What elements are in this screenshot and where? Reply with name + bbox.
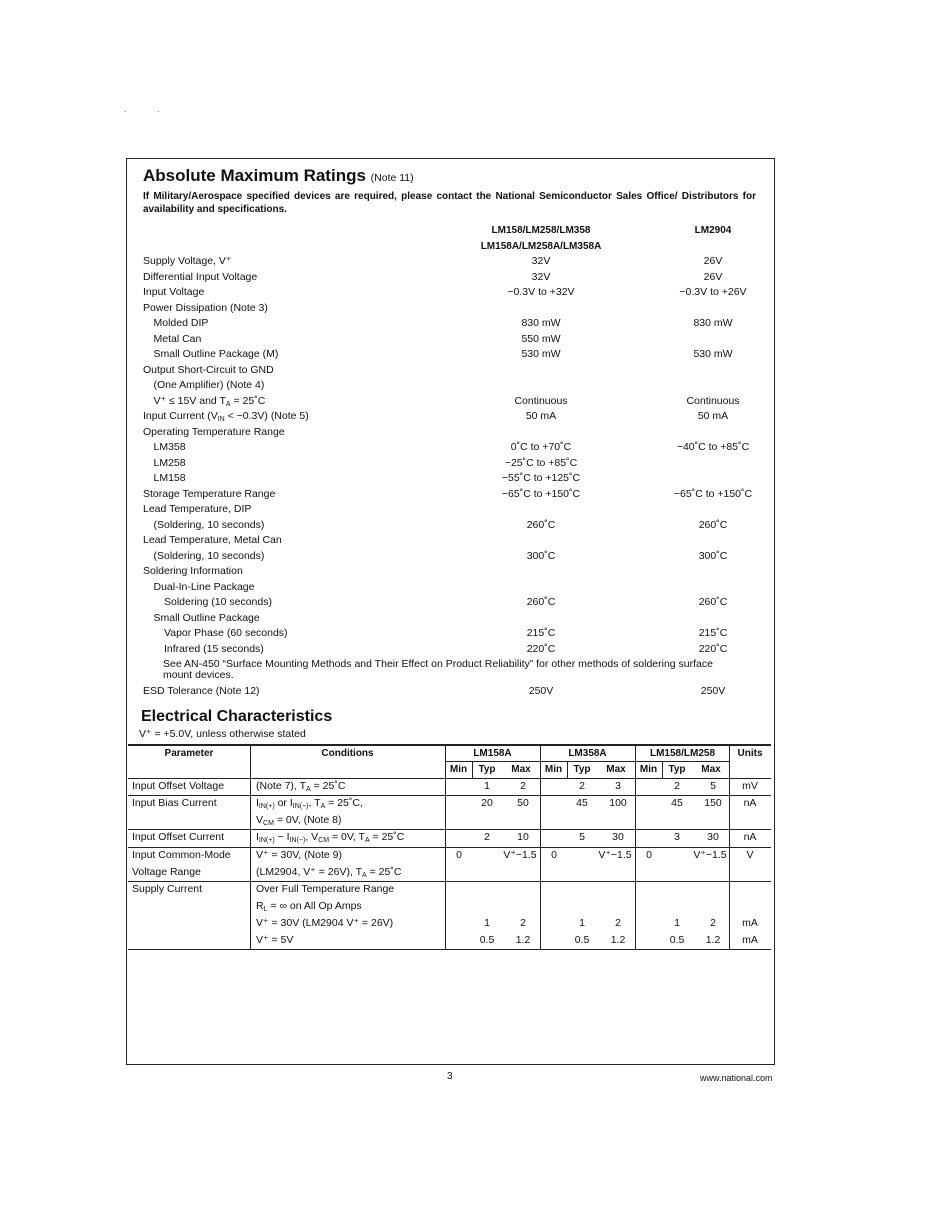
value-cell: 1 (484, 917, 490, 929)
amr-row-value-1: Continuous (514, 394, 568, 407)
amr-row-value-1: 260˚C (526, 518, 556, 531)
value-cell: V⁺−1.5 (503, 849, 537, 861)
amr-row (0, 409, 950, 425)
table-column-rule (250, 744, 251, 949)
value-cell: 1.2 (705, 934, 721, 946)
value-cell: 2 (674, 780, 680, 792)
amr-row-value-1: 32V (531, 270, 551, 283)
amr-row-label: LM158 (153, 472, 186, 484)
amr-title: Absolute Maximum Ratings (Note 11) (143, 166, 414, 185)
value-cell: 1 (674, 917, 680, 929)
amr-row-value-2: −40˚C to +85˚C (676, 441, 750, 453)
amr-row (0, 626, 950, 642)
amr-row-label: Input Voltage (143, 286, 205, 298)
amr-row-label: Metal Can (153, 332, 202, 345)
value-cell: 1 (484, 780, 490, 792)
row-units: nA (743, 831, 757, 843)
amr-row (0, 471, 950, 487)
amr-row-value-1: 530 mW (521, 348, 561, 360)
amr-row-value-1: 32V (531, 255, 551, 267)
header-group: LM358A (568, 748, 607, 759)
value-cell: 45 (671, 797, 683, 809)
amr-row (0, 394, 950, 410)
amr-row-label: Storage Temperature Range (143, 487, 276, 500)
value-cell: 100 (609, 797, 627, 809)
amr-row (0, 595, 950, 611)
amr-row (0, 363, 950, 379)
header-typ: Typ (478, 764, 496, 775)
value-cell: 0 (551, 849, 557, 861)
value-cell: 30 (707, 831, 719, 843)
value-cell: V⁺−1.5 (693, 849, 727, 861)
header-max: Max (606, 764, 626, 775)
amr-row-label: Soldering Information (143, 565, 243, 577)
value-cell: V⁺−1.5 (598, 849, 632, 861)
value-cell: 20 (481, 797, 493, 809)
amr-row-label: Molded DIP (153, 317, 209, 329)
value-cell: 1.2 (610, 934, 626, 946)
amr-row-label: Operating Temperature Range (143, 425, 285, 438)
amr-row (0, 440, 950, 456)
value-cell: 5 (710, 780, 716, 792)
website-link[interactable]: www.national.com (700, 1073, 773, 1083)
ec-subtitle: V⁺ = +5.0V, unless otherwise stated (139, 728, 306, 740)
row-units: V (746, 849, 754, 861)
amr-row-label: Infrared (15 seconds) (164, 642, 264, 655)
amr-row-value-1: 0˚C to +70˚C (510, 441, 572, 453)
amr-row-value-2: 260˚C (698, 518, 728, 531)
value-cell: 45 (576, 797, 588, 809)
value-cell: 150 (704, 797, 722, 809)
header-max: Max (511, 764, 531, 775)
amr-row-value-2: 830 mW (693, 317, 733, 329)
amr-row-label: LM358 (153, 441, 186, 453)
value-cell: 2 (615, 917, 621, 929)
amr-row (0, 301, 950, 317)
row-parameter: Input Offset Voltage (132, 780, 225, 792)
amr-col2-header: LM2904 (694, 225, 732, 236)
amr-row-value-1: 260˚C (526, 596, 556, 608)
amr-row-label: (Soldering, 10 seconds) (153, 549, 265, 562)
amr-row (0, 487, 950, 503)
amr-row-label: Soldering (10 seconds) (164, 596, 272, 608)
amr-row (0, 502, 950, 518)
row-parameter: Input Offset Current (132, 831, 225, 843)
amr-row-value-2: 215˚C (698, 627, 728, 639)
header-typ: Typ (573, 764, 591, 775)
amr-row (0, 564, 950, 580)
value-cell: 10 (517, 831, 529, 843)
row-condition: $V_{CM} = 0V$, (Note 8) (256, 814, 342, 827)
header-min: Min (639, 764, 658, 775)
value-cell: 3 (615, 780, 621, 792)
header-typ: Typ (668, 764, 686, 775)
amr-row (0, 611, 950, 627)
amr-row-value-1: 300˚C (526, 549, 556, 562)
page-number: 3 (447, 1071, 453, 1082)
amr-row-value-2: 220˚C (698, 642, 728, 655)
row-condition: (Note 7), $T_A$ = 25˚C (256, 780, 346, 793)
corner-marks: . . (124, 104, 174, 114)
row-units: mA (742, 934, 758, 946)
amr-row-value-1: 215˚C (526, 627, 556, 639)
amr-row (0, 254, 950, 270)
value-cell: 5 (579, 831, 585, 843)
amr-row-value-1: −55˚C to +125˚C (501, 472, 581, 484)
header-conditions: Conditions (321, 748, 374, 759)
amr-row (0, 285, 950, 301)
amr-see-note: See AN-450 “Surface Mounting Methods and Their Effect on Product Reliability” for other methods of soldering surface mount devices. (163, 658, 713, 681)
amr-row-value-2: 260˚C (698, 596, 728, 608)
row-parameter: Input Bias Current (132, 797, 217, 809)
header-max: Max (701, 764, 721, 775)
amr-row-value-2: 530 mW (693, 348, 733, 360)
header-parameter: Parameter (164, 748, 214, 759)
amr-row-value-2: 26V (703, 270, 723, 283)
amr-row (0, 580, 950, 596)
row-parameter: Voltage Range (132, 866, 201, 878)
row-condition: V⁺ = 5V (256, 934, 294, 946)
amr-row-label: LM258 (153, 456, 186, 469)
amr-row (0, 270, 950, 286)
amr-row-value-1: 220˚C (526, 642, 556, 655)
amr-row-value-2: 26V (703, 255, 723, 267)
amr-row (0, 642, 950, 658)
table-row-rule (128, 881, 771, 882)
amr-row-value-2: −0.3V to +26V (679, 286, 747, 298)
value-cell: 1 (579, 917, 585, 929)
amr-row-label: Small Outline Package (M) (153, 348, 279, 360)
amr-row-label: Dual-In-Line Package (153, 580, 255, 593)
table-bottom-rule (128, 949, 771, 950)
value-cell: 0 (456, 849, 462, 861)
row-condition: $I_{IN(+)}$ or $I_{IN(-)}$, $T_A$ = 25˚C, (256, 797, 363, 810)
amr-row-label: Small Outline Package (153, 611, 260, 624)
value-cell: 2 (520, 917, 526, 929)
amr-row-value-1: −0.3V to +32V (507, 286, 575, 298)
value-cell: 1.2 (515, 934, 531, 946)
amr-row-label: Output Short-Circuit to GND (143, 363, 274, 376)
amr-row-label: Vapor Phase (60 seconds) (164, 627, 288, 639)
amr-row (0, 347, 950, 363)
amr-col1-header: LM158/LM258/LM358 LM158A/LM258A/LM358A (480, 225, 602, 252)
amr-row-label: Lead Temperature, DIP (143, 503, 252, 515)
row-condition: V⁺ = 30V (LM2904 V⁺ = 26V) (256, 917, 394, 929)
value-cell: 0.5 (669, 934, 685, 946)
amr-row-value-2: Continuous (686, 394, 740, 407)
row-condition: $R_L$ = ∞ on All Op Amps (256, 900, 362, 913)
value-cell: 2 (710, 917, 716, 929)
amr-row (0, 518, 950, 534)
amr-row-label: Power Dissipation (Note 3) (143, 301, 268, 314)
amr-row-label: V⁺ ≤ 15V and $T_A$ = 25˚C (153, 394, 266, 408)
amr-row (0, 533, 950, 549)
value-cell: 50 (517, 797, 529, 809)
row-parameter: Supply Current (132, 883, 203, 895)
amr-row-label: Lead Temperature, Metal Can (143, 534, 282, 546)
amr-row (0, 456, 950, 472)
amr-row-value-1: 50 mA (525, 410, 557, 422)
amr-row (0, 425, 950, 441)
amr-row (0, 549, 950, 565)
amr-row-value-1: 550 mW (521, 332, 561, 345)
row-condition: (LM2904, V⁺ = 26V), $T_A$ = 25˚C (256, 866, 402, 879)
amr-row-label: Supply Voltage, V⁺ (143, 255, 232, 267)
value-cell: 30 (612, 831, 624, 843)
amr-row-value-2: −65˚C to +150˚C (673, 487, 753, 500)
amr-row-label: (One Amplifier) (Note 4) (153, 379, 265, 391)
row-units: mV (742, 780, 758, 792)
amr-row (0, 332, 950, 348)
ec-title: Electrical Characteristics (141, 708, 333, 725)
amr-row-value-2: 300˚C (698, 549, 728, 562)
amr-row-value-1: 830 mW (521, 317, 561, 329)
value-cell: 2 (520, 780, 526, 792)
header-group: LM158/LM258 (649, 748, 716, 759)
amr-row-value-2: 50 mA (697, 410, 729, 422)
amr-row-label: Differential Input Voltage (143, 270, 258, 283)
amr-row (0, 378, 950, 394)
header-units: Units (737, 748, 763, 759)
header-min: Min (449, 764, 468, 775)
row-units: mA (742, 917, 758, 929)
amr-row-value-1: −65˚C to +150˚C (501, 487, 581, 500)
amr-row-value-1: −25˚C to +85˚C (504, 456, 578, 469)
amr-row-label: Input Current $(V_{IN} < -0.3V)$ (Note 5) (143, 410, 309, 423)
value-cell: 3 (674, 831, 680, 843)
header-min: Min (544, 764, 563, 775)
header-group: LM158A (473, 748, 512, 759)
value-cell: 0.5 (479, 934, 495, 946)
value-cell: 2 (484, 831, 490, 843)
row-condition: V⁺ = 30V, (Note 9) (256, 849, 342, 861)
row-condition: $I_{IN(+)} - I_{IN(-)}$, $V_{CM} = 0V$, $T_A$ = 25˚C (256, 831, 405, 844)
row-condition: Over Full Temperature Range (256, 883, 395, 895)
amr-row-label: (Soldering, 10 seconds) (153, 518, 265, 531)
row-units: nA (743, 797, 757, 809)
amr-row (0, 316, 950, 332)
value-cell: 2 (579, 780, 585, 792)
value-cell: 0 (646, 849, 652, 861)
row-parameter: Input Common-Mode (132, 849, 231, 861)
value-cell: 0.5 (574, 934, 590, 946)
amr-esd-row: ESD Tolerance (Note 12) 250V 250V (143, 685, 726, 697)
amr-warning: If Military/Aerospace specified devices are required, please contact the National Semiconductor Sales Office/ Distributors for availability and specifications. (143, 191, 756, 215)
